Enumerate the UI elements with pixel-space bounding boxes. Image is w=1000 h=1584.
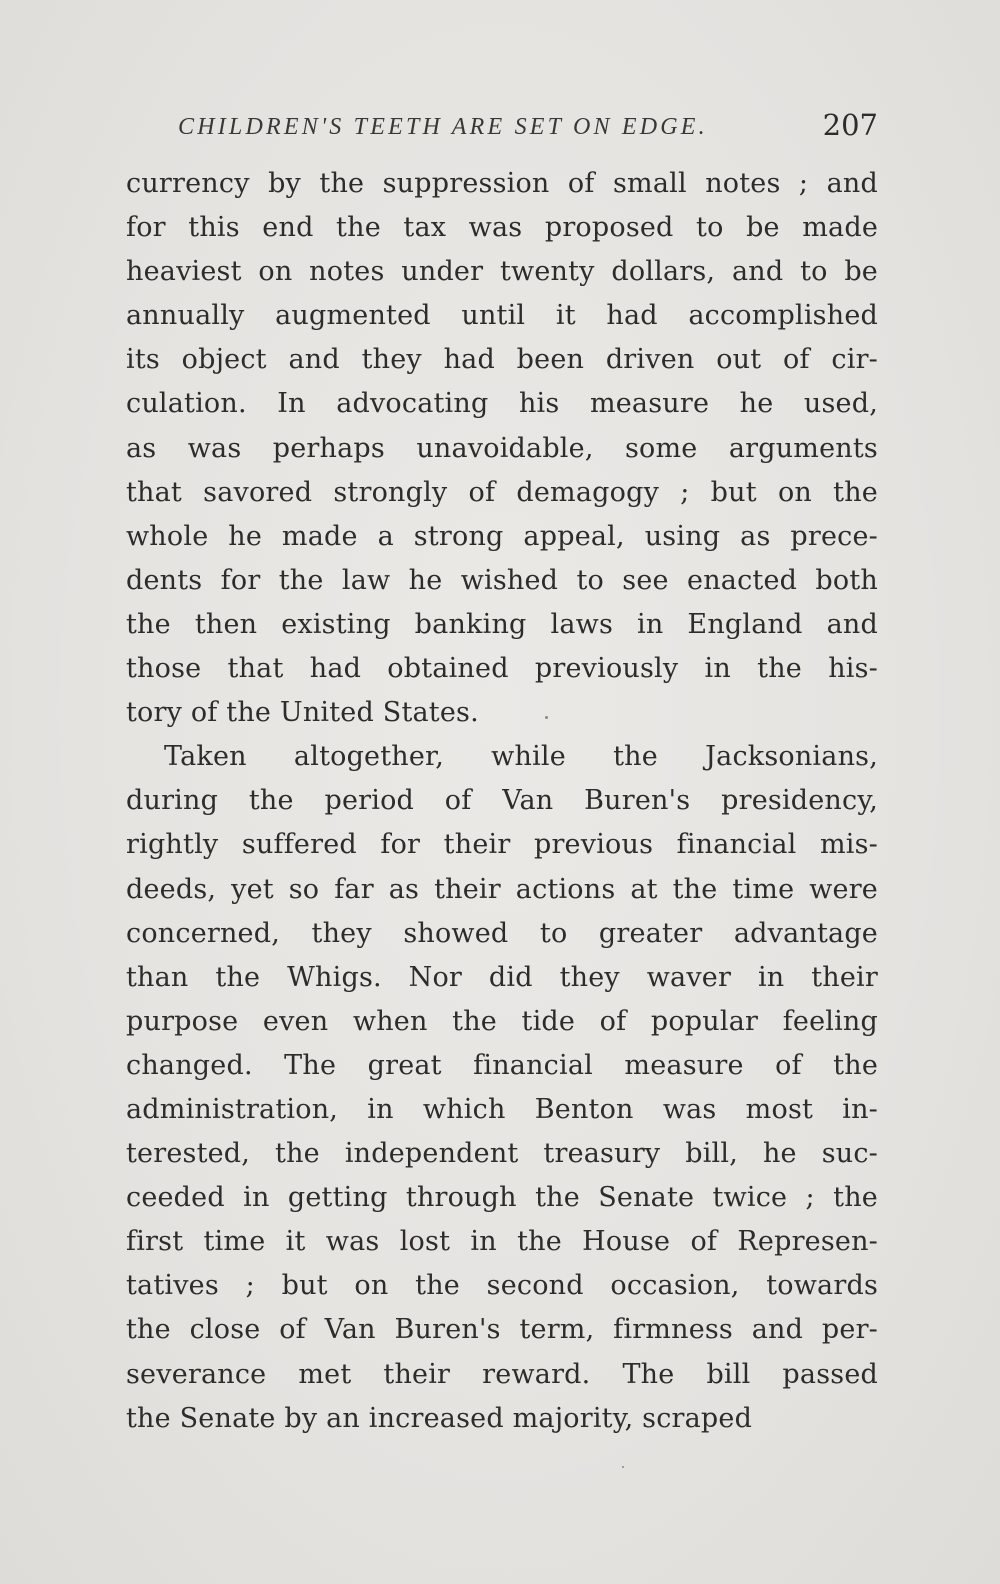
text-line: first time it was lost in the House of Represen- — [126, 1226, 878, 1258]
text-line: for this end the tax was proposed to be made — [126, 212, 878, 244]
paragraph — [126, 735, 878, 1441]
page-number: 207 — [822, 108, 878, 142]
text-line: during the period of Van Buren's presidency, — [126, 785, 878, 817]
running-head — [178, 108, 878, 152]
text-line: rightly suffered for their previous financial mis- — [126, 829, 878, 861]
text-line: whole he made a strong appeal, using as prece- — [126, 520, 878, 552]
text-line: deeds, yet so far as their actions at the time were — [126, 873, 878, 905]
text-line: purpose even when the tide of popular feeling — [126, 1005, 878, 1037]
text-line: currency by the suppression of small notes ; and — [126, 168, 878, 199]
print-speck — [545, 716, 548, 719]
text-line: Taken altogether, while the Jacksonians, — [164, 741, 878, 773]
text-line: the close of Van Buren's term, firmness and per- — [126, 1314, 878, 1346]
text-line: tory of the United States. — [126, 697, 479, 729]
text-line: those that had obtained previously in the his- — [126, 653, 878, 685]
text-line: as was perhaps unavoidable, some arguments — [126, 432, 878, 464]
text-line: severance met their reward. The bill passed — [126, 1358, 878, 1390]
text-line: terested, the independent treasury bill, he suc- — [126, 1138, 878, 1170]
text-line: the then existing banking laws in England and — [126, 608, 878, 640]
text-line: than the Whigs. Nor did they waver in their — [126, 961, 878, 993]
print-speck — [622, 1466, 624, 1468]
text-line: culation. In advocating his measure he used, — [126, 388, 878, 420]
text-line: the Senate by an increased majority, scraped — [126, 1402, 753, 1434]
body-text — [126, 162, 878, 1441]
text-line: dents for the law he wished to see enacted both — [126, 564, 878, 596]
text-line: administration, in which Benton was most in- — [126, 1093, 878, 1125]
text-line: ceeded in getting through the Senate twice ; the — [126, 1182, 878, 1214]
text-line: annually augmented until it had accomplished — [126, 300, 878, 332]
text-line: heaviest on notes under twenty dollars, and to be — [126, 256, 878, 288]
text-line: tatives ; but on the second occasion, towards — [126, 1270, 878, 1302]
running-title: CHILDREN'S TEETH ARE SET ON EDGE. — [178, 114, 708, 140]
text-line: changed. The great financial measure of the — [126, 1049, 878, 1081]
paragraph — [126, 162, 878, 735]
text-line: its object and they had been driven out of cir- — [126, 344, 878, 376]
text-line: concerned, they showed to greater advantage — [126, 917, 878, 949]
text-line: that savored strongly of demagogy ; but on the — [126, 476, 878, 508]
